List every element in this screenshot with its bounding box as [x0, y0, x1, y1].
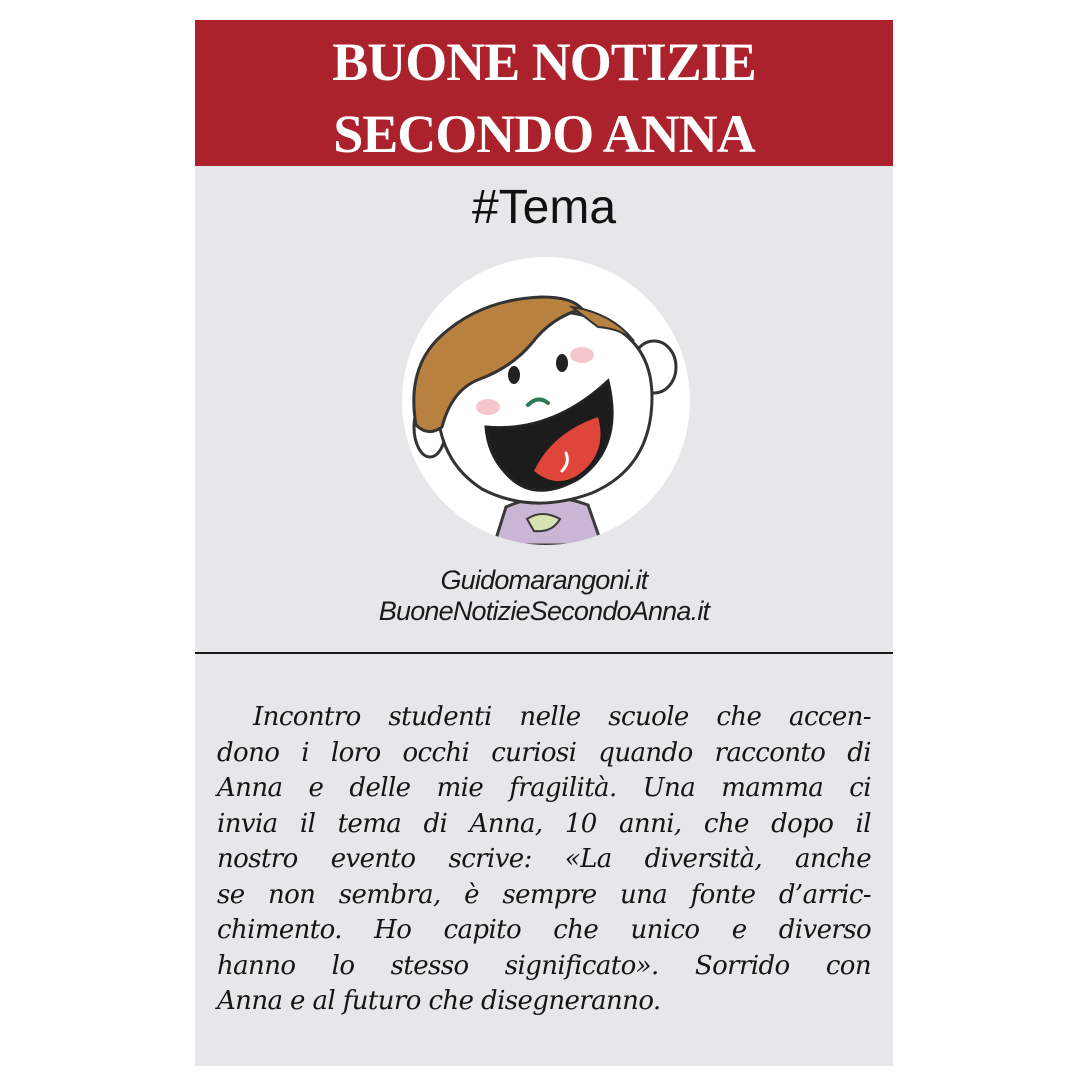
article-line: nostro evento scrive: «La diversità, anche	[217, 844, 871, 874]
section-divider	[195, 652, 893, 654]
article-line: Anna e al futuro che disegneranno.	[217, 986, 661, 1016]
article-line: Anna e delle mie fragilità. Una mamma ci	[217, 773, 871, 803]
topic-hashtag: #Tema	[471, 181, 617, 234]
website-link-buonenotizie[interactable]: BuoneNotizieSecondoAnna.it	[378, 596, 710, 626]
article-line: se non sembra, è sempre una fonte d’arric-	[217, 879, 871, 910]
banner-title-line2: SECONDO ANNA	[333, 104, 755, 164]
banner-title-line1: BUONE NOTIZIE	[332, 32, 756, 92]
article-body	[217, 700, 871, 1020]
column-banner	[195, 20, 893, 166]
cartoon-child-avatar-icon	[402, 257, 690, 545]
article-line: chimento. Ho capito che unico e diverso	[217, 915, 871, 945]
website-links	[195, 565, 893, 627]
article-line: invia il tema di Anna, 10 anni, che dopo il	[217, 808, 871, 839]
column-card	[195, 20, 893, 1066]
article-line: hanno lo stesso significato». Sorrido con	[217, 950, 871, 981]
website-link-guidomarangoni[interactable]: Guidomarangoni.it	[440, 565, 648, 595]
article-line: Incontro studenti nelle scuole che accen-	[253, 702, 871, 732]
article-line: dono i loro occhi curiosi quando racconto di	[217, 737, 871, 768]
